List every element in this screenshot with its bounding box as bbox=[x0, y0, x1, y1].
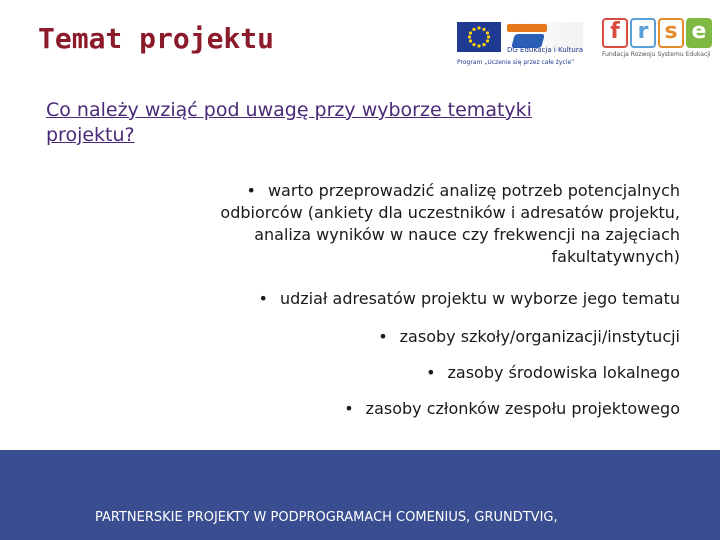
frse-caption: Fundacja Rozwoju Systemu Edukacji bbox=[602, 51, 711, 58]
bullet-item bbox=[378, 326, 680, 348]
footer-text: PARTNERSKIE PROJEKTY W PODPROGRAMACH COMENIUS, GRUNDTVIG, bbox=[95, 510, 558, 525]
bullet-dot: • bbox=[344, 399, 354, 418]
frse-letter-e: e bbox=[686, 18, 712, 48]
slide-title: Temat projektu bbox=[38, 22, 275, 55]
bullet-text: warto przeprowadzić analizę potrzeb potencjalnych odbiorców (ankiety dla uczestników i adresatów projektu, analiza wyników w nauce czy frekwencji na zajęciach fakultatywnych) bbox=[220, 181, 680, 266]
frse-letter-f: f bbox=[602, 18, 628, 48]
bullet-dot: • bbox=[258, 289, 268, 308]
frse-letter-s: s bbox=[658, 18, 684, 48]
bullet-text: udział adresatów projektu w wyborze jego tematu bbox=[279, 289, 680, 308]
eu-logo-line2: Program „Uczenie się przez całe życie” bbox=[457, 59, 575, 66]
eu-logo-line1: DG Edukacja i Kultura bbox=[507, 46, 584, 54]
question-heading: Co należy wziąć pod uwagę przy wyborze tematyki projektu? bbox=[46, 99, 532, 146]
bullet-text: zasoby członków zespołu projektowego bbox=[365, 399, 680, 418]
bullet-item bbox=[426, 362, 680, 384]
bullet-text: zasoby szkoły/organizacji/instytucji bbox=[399, 327, 680, 346]
bullet-dot: • bbox=[246, 181, 256, 200]
bullet-dot: • bbox=[378, 327, 388, 346]
bullet-text: zasoby środowiska lokalnego bbox=[447, 363, 680, 382]
footer-bar bbox=[0, 450, 720, 540]
eu-flag-icon bbox=[457, 22, 501, 52]
bullet-dot: • bbox=[426, 363, 436, 382]
frse-logo bbox=[602, 18, 711, 68]
bullet-item bbox=[160, 180, 680, 268]
bullet-item bbox=[344, 398, 680, 420]
eu-programme-logo bbox=[455, 20, 585, 68]
bullet-item bbox=[259, 288, 680, 310]
frse-letter-r: r bbox=[630, 18, 656, 48]
